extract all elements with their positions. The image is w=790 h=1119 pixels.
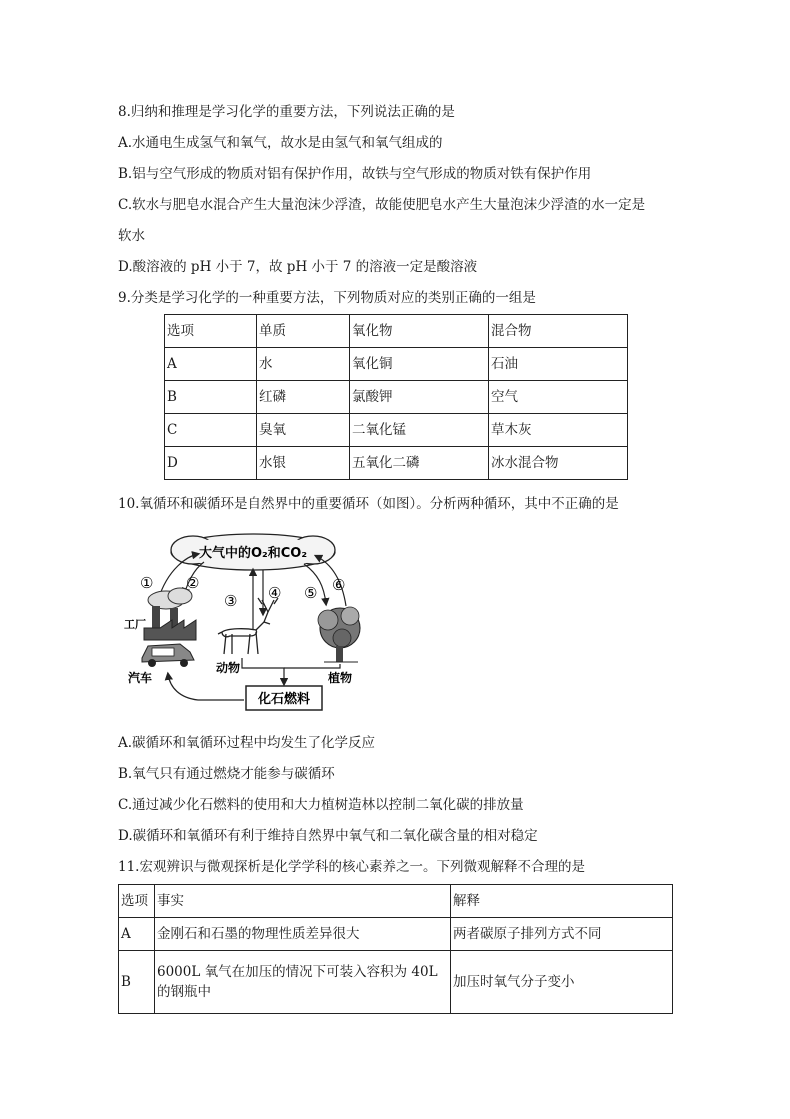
number-1: ① — [140, 574, 154, 592]
table-cell: 水银 — [257, 447, 350, 480]
table-cell: C — [165, 414, 257, 447]
table-cell: B — [165, 381, 257, 414]
table-cell: 二氧化锰 — [350, 414, 489, 447]
plant-label: 植物 — [328, 671, 353, 685]
q8-option-c-line1: C.软水与肥皂水混合产生大量泡沫少浮渣，故能使肥皂水产生大量泡沫少浮渣的水一定是 — [118, 197, 646, 213]
table-cell: 金刚石和石墨的物理性质差异很大 — [155, 918, 451, 951]
table-cell: 草木灰 — [489, 414, 628, 447]
table-cell: 冰水混合物 — [489, 447, 628, 480]
q10-stem: 10.氧循环和碳循环是自然界中的重要循环（如图）。分析两种循环，其中不正确的是 — [118, 496, 619, 512]
car-label: 汽车 — [128, 671, 153, 685]
table-cell — [155, 951, 451, 1014]
fact-line-1: 6000L 氧气在加压的情况下可装入容积为 40L — [157, 964, 438, 980]
table-cell: 两者碳原子排列方式不同 — [451, 918, 673, 951]
q9-header-option: 选项 — [165, 315, 257, 348]
table-row — [165, 381, 628, 414]
table-cell: 石油 — [489, 348, 628, 381]
q11-header-fact: 事实 — [155, 885, 451, 918]
table-cell: 氯酸钾 — [350, 381, 489, 414]
table-row — [165, 348, 628, 381]
table-row — [119, 918, 673, 951]
animal-to-fuel-arrow — [242, 658, 284, 684]
table-cell: A — [165, 348, 257, 381]
table-cell: D — [165, 447, 257, 480]
tree-icon — [318, 607, 360, 662]
q9-header-mixture: 混合物 — [489, 315, 628, 348]
table-cell: B — [119, 951, 155, 1014]
number-6: ⑥ — [332, 576, 346, 594]
fact-line-2: 的钢瓶中 — [157, 984, 211, 1000]
cloud-label: 大气中的O₂和CO₂ — [198, 546, 308, 561]
table-row — [165, 447, 628, 480]
table-cell: 水 — [257, 348, 350, 381]
q9-table — [164, 314, 628, 480]
number-3: ③ — [224, 592, 238, 610]
q10-option-d: D.碳循环和氧循环有利于维持自然界中氧气和二氧化碳含量的相对稳定 — [118, 828, 538, 844]
table-row — [119, 951, 673, 1014]
cycle-diagram — [118, 528, 388, 718]
animal-label: 动物 — [216, 661, 241, 675]
q11-header-explanation: 解释 — [451, 885, 673, 918]
q8-option-b: B.铝与空气形成的物质对铝有保护作用，故铁与空气形成的物质对铁有保护作用 — [118, 166, 592, 182]
q11-table — [118, 884, 673, 1014]
table-cell: 加压时氧气分子变小 — [451, 951, 673, 1014]
q10-option-a: A.碳循环和氧循环过程中均发生了化学反应 — [118, 735, 376, 751]
number-2: ② — [186, 574, 200, 592]
table-cell: 空气 — [489, 381, 628, 414]
plant-to-fuel-line — [284, 664, 340, 668]
q9-header-element: 单质 — [257, 315, 350, 348]
factory-label: 工厂 — [124, 618, 146, 631]
number-5: ⑤ — [304, 584, 318, 602]
q9-table-header — [165, 315, 628, 348]
number-4: ④ — [268, 584, 282, 602]
table-row — [165, 414, 628, 447]
q11-header-option: 选项 — [119, 885, 155, 918]
q9-stem: 9.分类是学习化学的一种重要方法，下列物质对应的类别正确的一组是 — [118, 290, 536, 306]
q11-stem: 11.宏观辨识与微观探析是化学学科的核心素养之一。下列微观解释不合理的是 — [118, 859, 585, 875]
car-icon — [142, 644, 194, 667]
q10-option-b: B.氧气只有通过燃烧才能参与碳循环 — [118, 766, 335, 782]
fossil-fuel-label: 化石燃料 — [257, 692, 311, 707]
q8-option-a: A.水通电生成氢气和氧气，故水是由氢气和氧气组成的 — [118, 135, 443, 151]
q8-option-c-line2: 软水 — [118, 228, 145, 244]
factory-icon — [144, 588, 196, 640]
q8-option-d: D.酸溶液的 pH 小于 7，故 pH 小于 7 的溶液一定是酸溶液 — [118, 259, 478, 275]
q10-option-c: C.通过减少化石燃料的使用和大力植树造林以控制二氧化碳的排放量 — [118, 797, 524, 813]
table-cell: 氧化铜 — [350, 348, 489, 381]
fuel-to-car-arrow — [168, 674, 244, 700]
table-cell: A — [119, 918, 155, 951]
q8-stem: 8.归纳和推理是学习化学的重要方法，下列说法正确的是 — [118, 104, 455, 120]
table-cell: 臭氧 — [257, 414, 350, 447]
q11-table-header — [119, 885, 673, 918]
q9-header-oxide: 氧化物 — [350, 315, 489, 348]
table-cell: 红磷 — [257, 381, 350, 414]
table-cell: 五氧化二磷 — [350, 447, 489, 480]
